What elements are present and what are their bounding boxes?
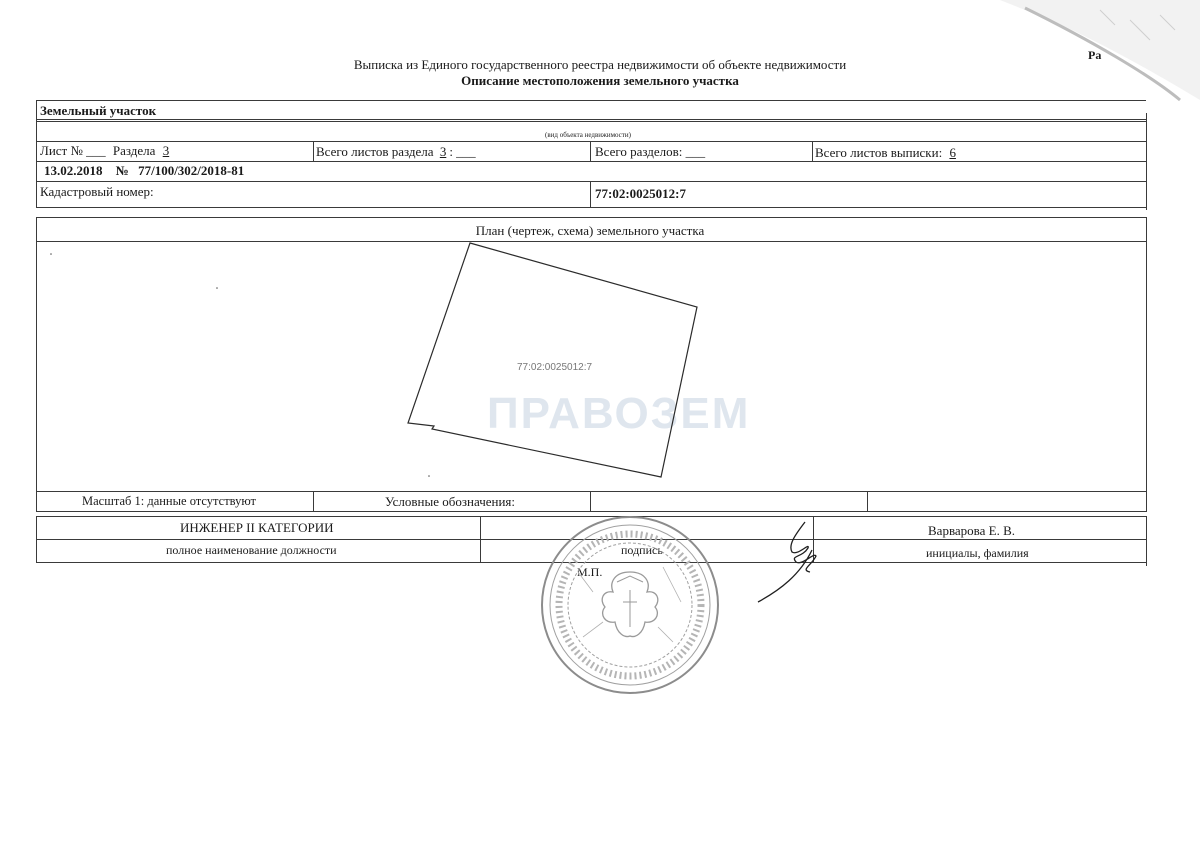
total-sections-field xyxy=(595,144,705,160)
total-section-sheets-suffix: : ___ xyxy=(449,144,476,159)
signature-caption: подпись xyxy=(621,543,663,557)
extract-date-number xyxy=(44,163,244,179)
sheet-number-field xyxy=(40,143,173,159)
section-value: 3 xyxy=(162,143,170,158)
object-type-caption: (вид объекта недвижимости) xyxy=(545,131,631,139)
extract-date: 13.02.2018 xyxy=(44,163,103,178)
number-sign: № xyxy=(115,163,129,178)
document-title: Выписка из Единого государственного реестра недвижимости об объекте недвижимости xyxy=(353,57,847,72)
watermark-text: ПРАВОЗЕМ xyxy=(487,389,751,438)
position-value: ИНЖЕНЕР II КАТЕГОРИИ xyxy=(180,520,334,535)
handwritten-signature xyxy=(750,520,830,605)
extract-number: 77/100/302/2018-81 xyxy=(138,163,245,178)
total-sections-value: ___ xyxy=(685,144,706,159)
scale-label: Масштаб 1: данные отсутствуют xyxy=(82,494,257,508)
total-section-sheets-label: Всего листов раздела xyxy=(316,144,434,159)
total-extract-sheets-label: Всего листов выписки: xyxy=(815,145,943,160)
object-type: Земельный участок xyxy=(40,103,157,118)
total-section-sheets-value: 3 xyxy=(439,144,447,159)
name-caption: инициалы, фамилия xyxy=(926,546,1029,560)
corner-text: Ра xyxy=(1088,48,1102,62)
name-value: Варварова Е. В. xyxy=(928,523,1016,538)
document-subtitle: Описание местоположения земельного участка xyxy=(461,73,739,88)
sheet-label: Лист № xyxy=(40,143,83,158)
parcel-label: 77:02:0025012:7 xyxy=(517,362,593,373)
official-seal xyxy=(533,512,728,697)
stamp-label: М.П. xyxy=(577,565,603,579)
legend-label: Условные обозначения: xyxy=(385,494,516,509)
total-sections-label: Всего разделов: xyxy=(595,144,683,159)
parcel-outline xyxy=(408,243,697,477)
total-extract-sheets-field xyxy=(815,145,960,161)
parcel-plan-drawing xyxy=(37,242,1145,490)
total-extract-sheets-value: 6 xyxy=(949,145,956,160)
sheet-value: ___ xyxy=(86,143,106,158)
cadastral-label: Кадастровый номер: xyxy=(40,184,154,199)
cadastral-value: 77:02:0025012:7 xyxy=(595,186,686,201)
position-caption: полное наименование должности xyxy=(166,543,337,557)
total-section-sheets-field xyxy=(316,144,476,160)
section-label: Раздела xyxy=(112,143,156,158)
plan-title: План (чертеж, схема) земельного участка xyxy=(475,223,705,238)
